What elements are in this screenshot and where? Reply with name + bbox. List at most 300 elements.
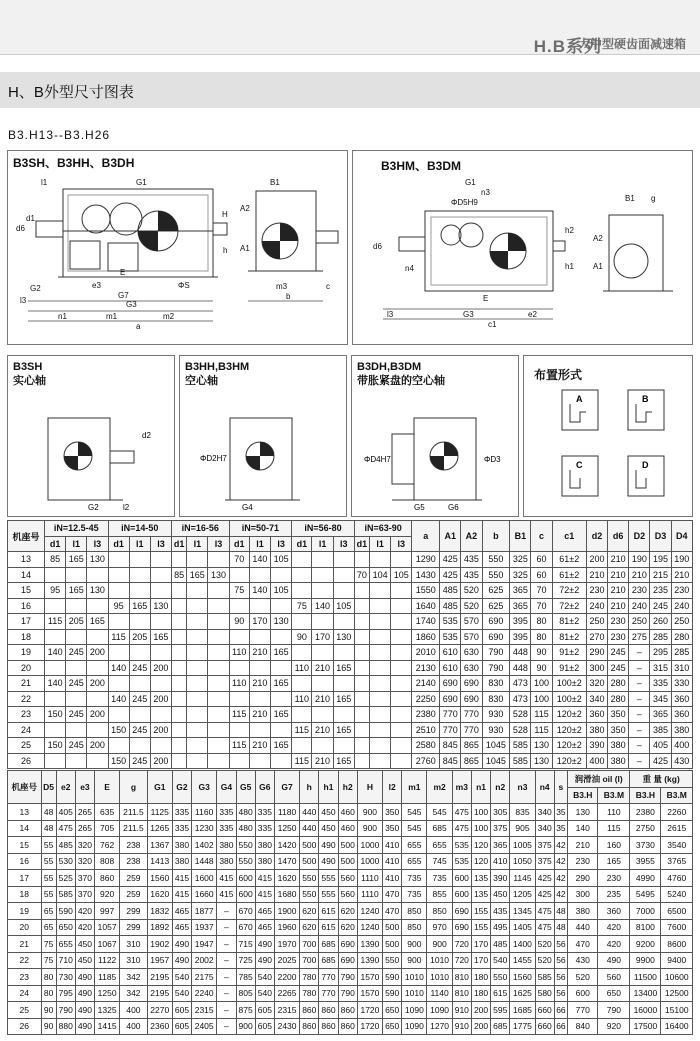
table-cell <box>312 738 333 754</box>
table-cell <box>249 722 270 738</box>
table-cell: 395 <box>510 614 531 630</box>
dim-label: ΦD5H9 <box>451 198 478 207</box>
table-cell: 22 <box>8 952 42 969</box>
table-row <box>8 614 693 630</box>
table-cell: 1010 <box>427 969 452 986</box>
table-cell: 61±2 <box>552 567 586 583</box>
table-cell: 17 <box>8 870 42 887</box>
table-cell: 245 <box>66 707 87 723</box>
table-cell: 495 <box>491 919 510 936</box>
column-header: G6 <box>255 771 274 804</box>
table-cell: 385 <box>650 722 671 738</box>
table-cell: 850 <box>402 903 427 920</box>
table-cell <box>391 583 412 599</box>
table-cell <box>370 660 391 676</box>
table-cell: 200 <box>150 722 171 738</box>
table-cell <box>391 645 412 661</box>
table-cell: 470 <box>383 886 402 903</box>
table-cell: 200 <box>471 1018 490 1035</box>
table-cell <box>249 753 270 769</box>
table-cell: 1185 <box>95 969 120 986</box>
table-cell: 200 <box>150 691 171 707</box>
table-cell <box>354 707 369 723</box>
dim-label: ΦS <box>178 281 190 290</box>
table-cell: 10600 <box>661 969 693 986</box>
table-cell <box>391 629 412 645</box>
table-cell: 2175 <box>192 969 217 986</box>
table-cell: 660 <box>535 1002 554 1019</box>
table-cell: 345 <box>650 691 671 707</box>
table-cell: 200 <box>87 676 108 692</box>
table-cell <box>229 722 249 738</box>
table-cell: 230 <box>586 583 607 599</box>
column-header: d1 <box>354 536 369 552</box>
table-cell: 81±2 <box>552 629 586 645</box>
table-cell: 900 <box>402 936 427 953</box>
table-cell: 210 <box>568 837 598 854</box>
table-cell: 22 <box>8 691 45 707</box>
table-cell <box>271 722 292 738</box>
table-cell: 19 <box>8 903 42 920</box>
table-cell: 670 <box>236 903 255 920</box>
table-cell: 1860 <box>412 629 440 645</box>
table-cell: 920 <box>95 886 120 903</box>
table-cell: 200 <box>87 645 108 661</box>
table-cell: 165 <box>271 707 292 723</box>
table-cell: 85 <box>45 552 66 568</box>
column-header: l1 <box>312 536 333 552</box>
table-cell: 685 <box>427 820 452 837</box>
table-cell: 930 <box>482 722 510 738</box>
column-header: D3 <box>650 521 671 552</box>
table-cell: 415 <box>172 870 191 887</box>
table-cell: 490 <box>255 936 274 953</box>
table-cell: 75 <box>41 952 56 969</box>
table-cell: 295 <box>650 645 671 661</box>
table-cell: 685 <box>491 1018 510 1035</box>
table-cell: 540 <box>491 952 510 969</box>
table-cell: 900 <box>427 936 452 953</box>
table-cell: 1960 <box>274 919 299 936</box>
table-cell: 400 <box>120 1002 147 1019</box>
table-cell: 808 <box>95 853 120 870</box>
table-cell: 540 <box>172 969 191 986</box>
table-cell: 211.5 <box>120 820 147 837</box>
table-cell: 1160 <box>192 804 217 821</box>
table-cell: 15 <box>8 837 42 854</box>
table-cell: 690 <box>452 903 471 920</box>
table-cell: 25 <box>8 738 45 754</box>
dim-label: m3 <box>276 282 288 291</box>
table-cell <box>333 614 354 630</box>
table-cell <box>292 567 312 583</box>
table-cell: 5495 <box>630 886 661 903</box>
table-cell: 875 <box>236 1002 255 1019</box>
table-cell <box>312 614 333 630</box>
table-cell <box>312 583 333 599</box>
table-cell: 1720 <box>357 1002 382 1019</box>
table-cell: 72±2 <box>552 583 586 599</box>
table-cell: 310 <box>120 936 147 953</box>
table-cell: 610 <box>440 645 461 661</box>
table-cell <box>108 567 129 583</box>
dim-label: E <box>483 294 489 303</box>
column-header: l3 <box>208 536 229 552</box>
column-header: n2 <box>491 771 510 804</box>
table-cell <box>66 753 87 769</box>
table-cell: 360 <box>671 691 692 707</box>
table-cell: 500 <box>300 837 319 854</box>
table-cell: 200 <box>87 707 108 723</box>
table-cell: 585 <box>510 738 531 754</box>
table-row <box>8 598 693 614</box>
table-cell: 170 <box>471 936 490 953</box>
table-cell <box>333 583 354 599</box>
table-cell: 1832 <box>147 903 172 920</box>
table-cell: 155 <box>471 919 490 936</box>
table-cell <box>172 645 187 661</box>
table-cell: 620 <box>300 903 319 920</box>
table-cell: 410 <box>383 837 402 854</box>
table-cell: 860 <box>300 1018 319 1035</box>
table-cell <box>229 660 249 676</box>
table-cell: 415 <box>172 886 191 903</box>
table-cell: 26 <box>8 1018 42 1035</box>
dim-label: l3 <box>20 296 27 305</box>
table-cell: 6500 <box>661 903 693 920</box>
table-cell: 860 <box>95 870 120 887</box>
table-cell: 425 <box>440 552 461 568</box>
table-row <box>8 804 693 821</box>
table-cell <box>292 552 312 568</box>
table-cell: 365 <box>650 707 671 723</box>
table-cell: 13 <box>8 552 45 568</box>
table-cell: 245 <box>608 645 629 661</box>
table-cell: 310 <box>120 952 147 969</box>
table-cell: 115 <box>45 614 66 630</box>
table-cell: 1010 <box>402 969 427 986</box>
table-cell: 8600 <box>661 936 693 953</box>
table-cell: 1957 <box>147 952 172 969</box>
table-cell: – <box>217 1002 236 1019</box>
table-cell: 235 <box>598 886 630 903</box>
table-cell: 545 <box>427 804 452 821</box>
table-cell: 320 <box>75 853 94 870</box>
table-cell: 280 <box>608 676 629 692</box>
table-cell: 140 <box>312 598 333 614</box>
table-cell <box>129 645 150 661</box>
table-row <box>8 969 693 986</box>
table-cell: 390 <box>491 870 510 887</box>
table-cell: 660 <box>535 1018 554 1035</box>
shrink-disc-shaft-view <box>352 356 520 518</box>
table-cell <box>87 598 108 614</box>
table-cell: 80 <box>41 969 56 986</box>
table-cell: 415 <box>217 886 236 903</box>
column-header: d1 <box>108 536 129 552</box>
table-cell: 25 <box>8 1002 42 1019</box>
table-cell: 855 <box>427 886 452 903</box>
table-cell: 165 <box>333 660 354 676</box>
table-cell <box>312 567 333 583</box>
table-cell: 56 <box>554 936 567 953</box>
table-cell: 110 <box>229 676 249 692</box>
table-cell: 340 <box>535 804 554 821</box>
table-cell: 1550 <box>412 583 440 599</box>
table-cell: 7600 <box>661 919 693 936</box>
table-cell <box>271 660 292 676</box>
table-cell <box>108 645 129 661</box>
table-cell <box>229 753 249 769</box>
table-cell: 1970 <box>274 936 299 953</box>
table-cell: 380 <box>255 853 274 870</box>
column-header: h <box>300 771 319 804</box>
table-cell: 1205 <box>510 886 535 903</box>
table-cell: 11500 <box>630 969 661 986</box>
table-cell: 290 <box>568 870 598 887</box>
table-cell: 845 <box>440 753 461 769</box>
column-header: g <box>120 771 147 804</box>
table-cell: 165 <box>333 753 354 769</box>
table-cell: 230 <box>608 629 629 645</box>
table-cell: – <box>217 952 236 969</box>
table-cell: 120±2 <box>552 753 586 769</box>
table-cell: 1090 <box>427 1002 452 1019</box>
table-cell: 155 <box>471 903 490 920</box>
table-cell: 905 <box>510 820 535 837</box>
dim-label: g <box>651 194 656 203</box>
dim-label: l3 <box>387 310 394 319</box>
table-cell: 340 <box>586 691 607 707</box>
table-cell: 75 <box>292 598 312 614</box>
table-cell: 12500 <box>661 985 693 1002</box>
table-cell: 570 <box>461 614 482 630</box>
table-cell: 910 <box>452 1002 471 1019</box>
table-cell: 1680 <box>274 886 299 903</box>
table-cell: 325 <box>510 552 531 568</box>
table-cell <box>249 629 270 645</box>
table-cell: 380 <box>568 903 598 920</box>
dim-label: B1 <box>625 194 635 203</box>
series-name: H.B系列 <box>533 37 602 56</box>
table-cell: 550 <box>236 853 255 870</box>
table-cell: 130 <box>271 614 292 630</box>
table-row <box>8 853 693 870</box>
table-cell: 490 <box>75 1018 94 1035</box>
table-cell <box>87 660 108 676</box>
table-cell <box>354 676 369 692</box>
table-cell: 35 <box>554 820 567 837</box>
table-cell: 400 <box>671 738 692 754</box>
dim-label: e2 <box>528 310 537 319</box>
table-cell: 630 <box>461 660 482 676</box>
column-header: 润滑油 oil (l) <box>568 771 630 788</box>
table-cell <box>208 738 229 754</box>
table-cell <box>208 722 229 738</box>
table-cell <box>87 722 108 738</box>
table-cell: 380 <box>671 722 692 738</box>
table-cell: – <box>217 969 236 986</box>
table-cell: – <box>217 936 236 953</box>
table-cell: 580 <box>535 985 554 1002</box>
table-cell: 140 <box>45 645 66 661</box>
table-cell: 115 <box>292 722 312 738</box>
table-cell: 465 <box>255 919 274 936</box>
table-cell: 435 <box>491 903 510 920</box>
column-header: iN=16-56 <box>172 521 230 537</box>
table-cell: 1180 <box>274 804 299 821</box>
table-row <box>8 660 693 676</box>
table-cell <box>370 629 391 645</box>
table-cell: 1250 <box>95 985 120 1002</box>
table-cell: 970 <box>427 919 452 936</box>
table-cell <box>66 598 87 614</box>
column-header: G7 <box>274 771 299 804</box>
table-cell: 490 <box>75 985 94 1002</box>
table-cell: 650 <box>598 985 630 1002</box>
table-cell: 120±2 <box>552 722 586 738</box>
table-cell <box>292 583 312 599</box>
table-cell: 860 <box>319 1002 338 1019</box>
table-cell <box>312 676 333 692</box>
table-cell: 65 <box>41 919 56 936</box>
table-cell <box>172 707 187 723</box>
table-cell: 528 <box>510 722 531 738</box>
table-cell: 310 <box>671 660 692 676</box>
table-cell: 690 <box>338 936 357 953</box>
table-cell: 350 <box>383 820 402 837</box>
table-cell: 1057 <box>95 919 120 936</box>
table-cell: 335 <box>172 804 191 821</box>
table-cell: 75 <box>41 936 56 953</box>
table-cell: 865 <box>461 753 482 769</box>
table-cell: 210 <box>671 567 692 583</box>
table-cell: 860 <box>338 1018 357 1035</box>
table-cell <box>249 598 270 614</box>
table-row <box>8 691 693 707</box>
table-cell: 620 <box>338 919 357 936</box>
table-cell: 1420 <box>274 837 299 854</box>
table-cell <box>66 660 87 676</box>
table-cell <box>249 660 270 676</box>
table-cell <box>249 691 270 707</box>
table-cell: 860 <box>338 1002 357 1019</box>
table-cell: 550 <box>300 886 319 903</box>
table-cell: 1402 <box>192 837 217 854</box>
table-cell: 1367 <box>147 837 172 854</box>
table-cell: 1125 <box>147 804 172 821</box>
table-cell: 1090 <box>402 1018 427 1035</box>
table-cell: 525 <box>56 870 75 887</box>
column-header: A1 <box>440 521 461 552</box>
dim-label: l2 <box>123 503 130 512</box>
table-cell: 238 <box>120 837 147 854</box>
table-cell: 91±2 <box>552 660 586 676</box>
table-cell: 70 <box>354 567 369 583</box>
table-cell: 1620 <box>274 870 299 887</box>
table-row <box>8 629 693 645</box>
table-cell: 16 <box>8 853 42 870</box>
table-cell: 930 <box>482 707 510 723</box>
table-cell: 48 <box>554 903 567 920</box>
table-cell: 230 <box>568 853 598 870</box>
layout-letter: A <box>576 394 583 404</box>
table-cell: 250 <box>629 614 650 630</box>
table-cell: 365 <box>510 598 531 614</box>
table-cell: 48 <box>41 804 56 821</box>
table-cell: 600 <box>568 985 598 1002</box>
table-cell: 245 <box>129 722 150 738</box>
table-cell: 250 <box>671 614 692 630</box>
table-cell <box>354 614 369 630</box>
table-cell: 90 <box>531 660 552 676</box>
table-cell: 245 <box>129 660 150 676</box>
title-bar <box>0 72 700 108</box>
table-cell: 1560 <box>147 870 172 887</box>
table-cell: 380 <box>172 853 191 870</box>
table-cell: 165 <box>271 645 292 661</box>
table-cell: 700 <box>300 952 319 969</box>
table-cell: 700 <box>300 936 319 953</box>
table-cell: 745 <box>427 853 452 870</box>
dimension-table-1 <box>7 520 693 769</box>
table-cell: 850 <box>427 903 452 920</box>
table-row <box>8 676 693 692</box>
table-cell: 560 <box>598 969 630 986</box>
table-cell: 1405 <box>510 919 535 936</box>
table-cell: 90 <box>229 614 249 630</box>
dim-label: H <box>222 210 228 219</box>
table-cell <box>150 738 171 754</box>
table-cell: 1570 <box>357 969 382 986</box>
layout-title: 布置形式 <box>534 368 583 382</box>
table-cell: 2002 <box>192 952 217 969</box>
column-header: m2 <box>427 771 452 804</box>
table-cell: 610 <box>440 660 461 676</box>
table-cell: 790 <box>338 969 357 986</box>
table-cell <box>391 738 412 754</box>
table-row <box>8 886 693 903</box>
table-cell: 130 <box>531 753 552 769</box>
table-cell: 360 <box>586 707 607 723</box>
table-cell: 110 <box>229 645 249 661</box>
table-cell: 140 <box>249 583 270 599</box>
table-cell <box>391 598 412 614</box>
table-cell: 470 <box>568 936 598 953</box>
table-cell <box>292 645 312 661</box>
table-cell: 1110 <box>357 886 382 903</box>
table-cell: 520 <box>535 936 554 953</box>
table-cell: 115 <box>531 707 552 723</box>
table-cell: 1122 <box>95 952 120 969</box>
dim-label: m1 <box>106 312 118 321</box>
table-cell: 240 <box>629 598 650 614</box>
table-row <box>8 552 693 568</box>
table-cell: 490 <box>172 952 191 969</box>
table-cell: 4760 <box>661 870 693 887</box>
table-cell: 790 <box>598 1002 630 1019</box>
table-cell: 61±2 <box>552 552 586 568</box>
table-cell <box>229 691 249 707</box>
table-cell <box>87 753 108 769</box>
table-cell: 1290 <box>412 552 440 568</box>
table-cell: 365 <box>510 583 531 599</box>
table-cell: 210 <box>586 567 607 583</box>
table-cell: 900 <box>236 1018 255 1035</box>
table-cell <box>187 691 208 707</box>
table-cell: 1110 <box>357 870 382 887</box>
table-cell: 600 <box>236 886 255 903</box>
